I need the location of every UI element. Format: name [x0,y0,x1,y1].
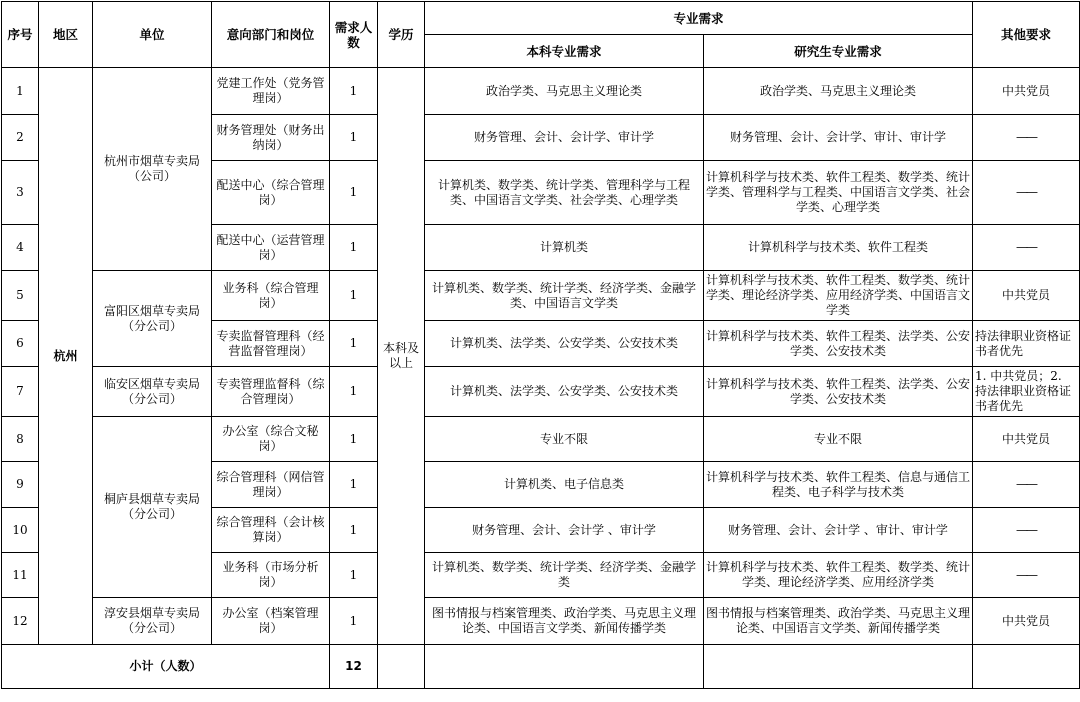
table-row [2,68,1080,115]
unit-cell: 桐庐县烟草专卖局（分公司） [93,417,212,598]
empty-cell [973,645,1080,689]
seq-cell: 7 [2,367,39,417]
empty-cell [378,645,425,689]
graduate-cell: 图书情报与档案管理类、政治学类、马克思主义理论类、中国语言文学类、新闻传播学类 [704,598,973,645]
education-cell: 本科及以上 [378,68,425,645]
empty-cell [425,645,704,689]
header-dept-post: 意向部门和岗位 [212,2,330,68]
count-cell: 1 [330,115,378,161]
header-region: 地区 [39,2,93,68]
table-row [2,417,1080,462]
seq-cell: 1 [2,68,39,115]
graduate-cell: 专业不限 [704,417,973,462]
other-cell: 中共党员 [973,68,1080,115]
dept-cell: 配送中心（综合管理岗） [212,161,330,225]
dept-cell: 业务科（市场分析岗） [212,553,330,598]
other-cell: —— [973,225,1080,271]
dept-cell: 业务科（综合管理岗） [212,271,330,321]
region-cell: 杭州 [39,68,93,645]
unit-cell: 淳安县烟草专卖局（分公司） [93,598,212,645]
other-cell: 1. 中共党员；2. 持法律职业资格证书者优先 [973,367,1080,417]
seq-cell: 8 [2,417,39,462]
dept-cell: 综合管理科（会计核算岗） [212,508,330,553]
header-graduate: 研究生专业需求 [704,35,973,68]
seq-cell: 9 [2,462,39,508]
undergrad-cell: 图书情报与档案管理类、政治学类、马克思主义理论类、中国语言文学类、新闻传播学类 [425,598,704,645]
dept-cell: 办公室（综合文秘岗） [212,417,330,462]
count-cell: 1 [330,417,378,462]
count-cell: 1 [330,598,378,645]
seq-cell: 10 [2,508,39,553]
count-cell: 1 [330,161,378,225]
undergrad-cell: 计算机类、法学类、公安学类、公安技术类 [425,367,704,417]
header-other: 其他要求 [973,2,1080,68]
count-cell: 1 [330,508,378,553]
seq-cell: 2 [2,115,39,161]
recruitment-table [1,1,1080,689]
undergrad-cell: 政治学类、马克思主义理论类 [425,68,704,115]
unit-cell: 富阳区烟草专卖局（分公司） [93,271,212,367]
header-headcount: 需求人数 [330,2,378,68]
header-unit: 单位 [93,2,212,68]
count-cell: 1 [330,462,378,508]
table-row [2,367,1080,417]
graduate-cell: 计算机科学与技术类、软件工程类、信息与通信工程类、电子科学与技术类 [704,462,973,508]
other-cell: 持法律职业资格证书者优先 [973,321,1080,367]
seq-cell: 6 [2,321,39,367]
dept-cell: 财务管理处（财务出纳岗） [212,115,330,161]
header-major-req: 专业需求 [425,2,973,35]
other-cell: 中共党员 [973,417,1080,462]
undergrad-cell: 计算机类 [425,225,704,271]
subtotal-label: 小计（人数） [2,645,330,689]
empty-cell [704,645,973,689]
other-cell: —— [973,508,1080,553]
undergrad-cell: 财务管理、会计、会计学、审计学 [425,115,704,161]
other-cell: 中共党员 [973,271,1080,321]
unit-cell: 临安区烟草专卖局（分公司） [93,367,212,417]
graduate-cell: 计算机科学与技术类、软件工程类、数学类、统计学类、管理科学与工程类、中国语言文学类、社会学类、心理学类 [704,161,973,225]
other-cell: —— [973,115,1080,161]
undergrad-cell: 专业不限 [425,417,704,462]
undergrad-cell: 计算机类、数学类、统计学类、经济学类、金融学类、中国语言文学类 [425,271,704,321]
other-cell: —— [973,161,1080,225]
header-undergrad: 本科专业需求 [425,35,704,68]
other-cell: 中共党员 [973,598,1080,645]
undergrad-cell: 计算机类、数学类、统计学类、管理科学与工程类、中国语言文学类、社会学类、心理学类 [425,161,704,225]
unit-cell: 杭州市烟草专卖局（公司） [93,68,212,271]
other-cell: —— [973,553,1080,598]
table-row [2,271,1080,321]
graduate-cell: 计算机科学与技术类、软件工程类 [704,225,973,271]
graduate-cell: 财务管理、会计、会计学 、审计、审计学 [704,508,973,553]
header-seq: 序号 [2,2,39,68]
seq-cell: 3 [2,161,39,225]
graduate-cell: 财务管理、会计、会计学、审计、审计学 [704,115,973,161]
count-cell: 1 [330,321,378,367]
dept-cell: 党建工作处（党务管理岗） [212,68,330,115]
undergrad-cell: 财务管理、会计、会计学 、审计学 [425,508,704,553]
dept-cell: 办公室（档案管理岗） [212,598,330,645]
dept-cell: 专卖监督管理科（经营监督管理岗） [212,321,330,367]
undergrad-cell: 计算机类、数学类、统计学类、经济学类、金融学类 [425,553,704,598]
dept-cell: 综合管理科（网信管理岗） [212,462,330,508]
header-education: 学历 [378,2,425,68]
dept-cell: 配送中心（运营管理岗） [212,225,330,271]
count-cell: 1 [330,367,378,417]
dept-cell: 专卖管理监督科（综合管理岗） [212,367,330,417]
graduate-cell: 计算机科学与技术类、软件工程类、数学类、统计学类、理论经济学类、应用经济学类、中国语言文学类 [704,271,973,321]
graduate-cell: 计算机科学与技术类、软件工程类、法学类、公安学类、公安技术类 [704,321,973,367]
graduate-cell: 计算机科学与技术类、软件工程类、法学类、公安学类、公安技术类 [704,367,973,417]
seq-cell: 4 [2,225,39,271]
undergrad-cell: 计算机类、电子信息类 [425,462,704,508]
count-cell: 1 [330,271,378,321]
seq-cell: 5 [2,271,39,321]
seq-cell: 12 [2,598,39,645]
count-cell: 1 [330,68,378,115]
seq-cell: 11 [2,553,39,598]
graduate-cell: 政治学类、马克思主义理论类 [704,68,973,115]
undergrad-cell: 计算机类、法学类、公安学类、公安技术类 [425,321,704,367]
count-cell: 1 [330,553,378,598]
table-row [2,598,1080,645]
subtotal-row [2,645,1080,689]
count-cell: 1 [330,225,378,271]
graduate-cell: 计算机科学与技术类、软件工程类、数学类、统计学类、理论经济学类、应用经济学类 [704,553,973,598]
subtotal-value: 12 [330,645,378,689]
other-cell: —— [973,462,1080,508]
